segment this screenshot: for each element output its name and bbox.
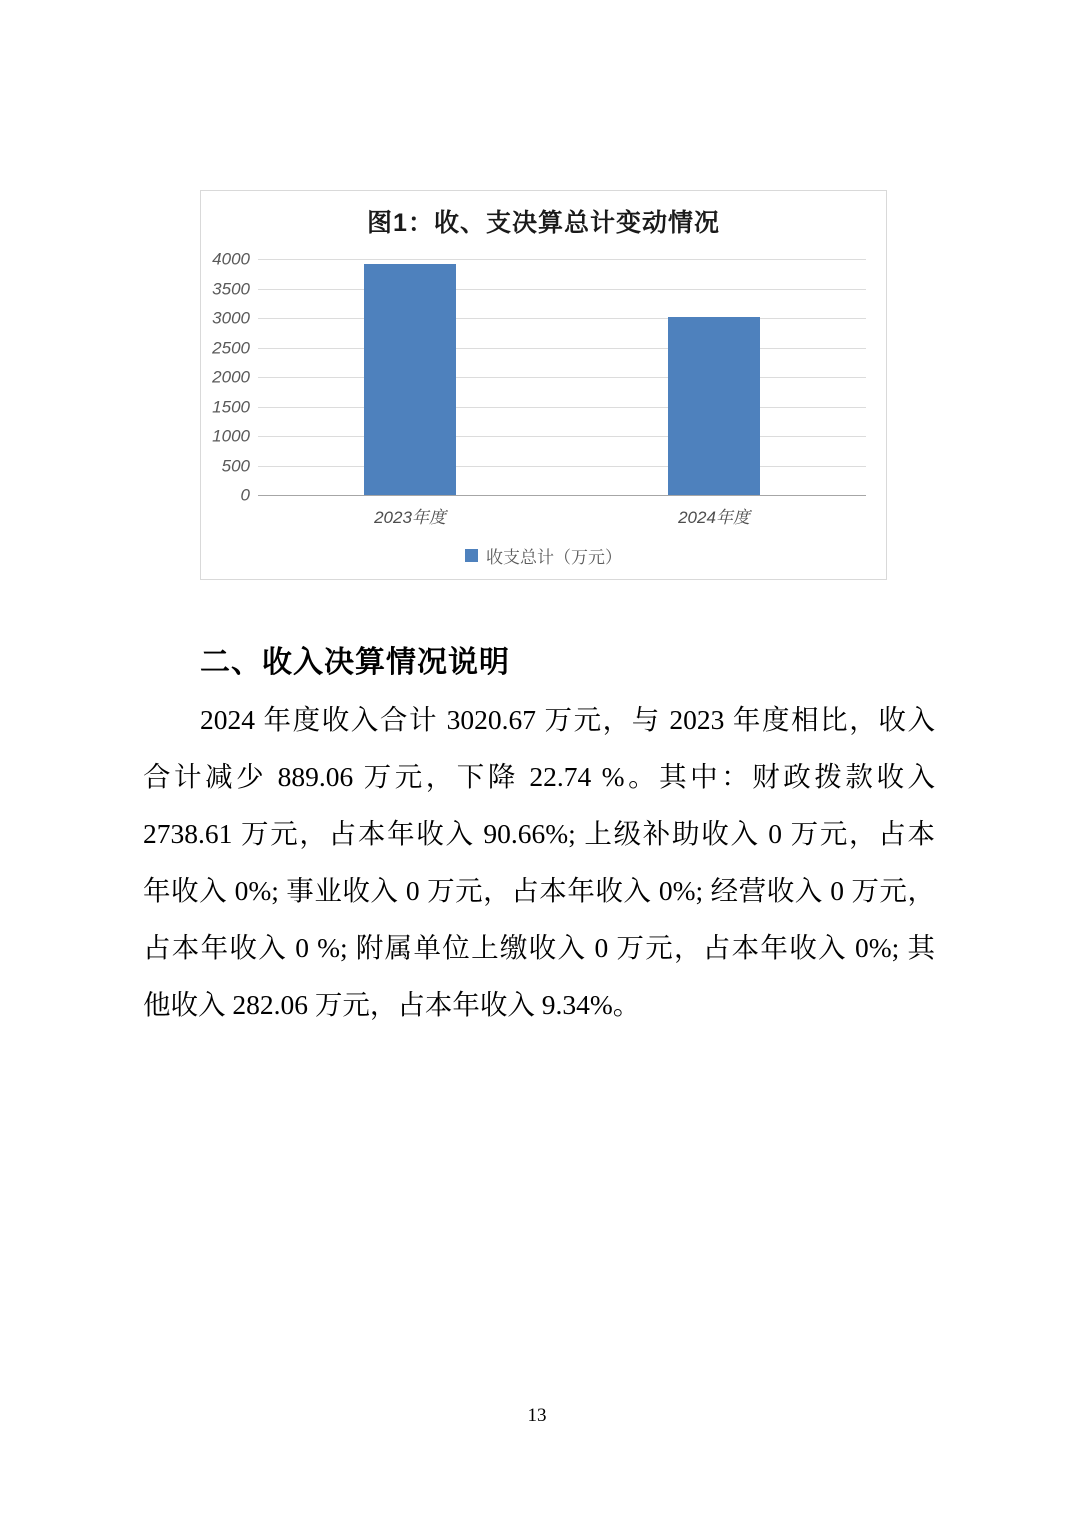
- y-tick-label: 3500: [212, 279, 250, 298]
- y-tick-label: 1000: [212, 426, 250, 446]
- paragraph-line: 合计减少 889.06 万元，下降 22.74 %。其中：财政拨款收入: [143, 761, 935, 792]
- paragraph-line: 他收入 282.06 万元，占本年收入 9.34%。: [143, 989, 641, 1020]
- paragraph-line: 占本年收入 0 %; 附属单位上缴收入 0 万元，占本年收入 0%; 其: [143, 932, 935, 963]
- bar-slot-2023: [258, 259, 562, 495]
- bar-slot-2024: [562, 259, 866, 495]
- bar-2024: [668, 317, 760, 495]
- y-axis-ticks: [202, 249, 250, 505]
- chart-title: 图1：收、支决算总计变动情况: [367, 209, 720, 237]
- legend-label: 收支总计（万元）: [486, 548, 622, 567]
- paragraph-line: 2024 年度收入合计 3020.67 万元，与 2023 年度相比，收入: [200, 704, 935, 735]
- figure1-chart: [200, 190, 887, 580]
- chart-plot-area: [258, 259, 866, 495]
- y-tick-label: 3000: [212, 308, 250, 328]
- x-axis-line: [258, 495, 866, 496]
- section-heading: 二、收入决算情况说明: [200, 646, 510, 679]
- x-axis-labels: [258, 503, 866, 528]
- x-label-2023: 2023年度: [374, 508, 446, 527]
- y-tick-label: 1500: [212, 397, 250, 416]
- y-tick-label: 2500: [212, 338, 250, 357]
- y-tick-label: 500: [221, 456, 250, 475]
- bar-series: [258, 259, 866, 495]
- y-tick-label: 0: [240, 485, 250, 505]
- x-label-2024: 2024年度: [678, 508, 750, 527]
- body-paragraph: [143, 691, 935, 1033]
- paragraph-line: 2738.61 万元，占本年收入 90.66%; 上级补助收入 0 万元，占本: [143, 818, 935, 849]
- bar-2023: [364, 264, 456, 495]
- legend-swatch-icon: [465, 549, 478, 562]
- paragraph-line: 年收入 0%; 事业收入 0 万元，占本年收入 0%; 经营收入 0 万元，: [143, 875, 935, 906]
- y-tick-label: 2000: [212, 367, 250, 387]
- chart-legend: [201, 543, 886, 568]
- page-number: 13: [527, 1405, 547, 1426]
- y-tick-label: 4000: [212, 249, 250, 269]
